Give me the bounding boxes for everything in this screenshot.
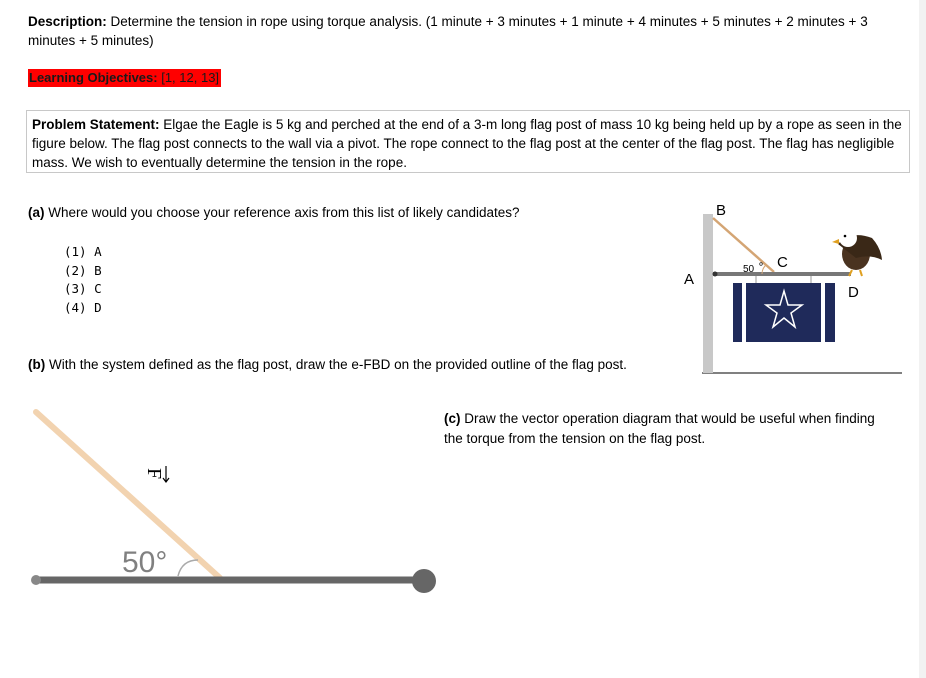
point-c-label: C (777, 254, 788, 271)
fbd-angle-label: 50° (122, 546, 168, 579)
question-b-label: (b) (28, 357, 46, 372)
option-d[interactable]: (4) D (64, 299, 102, 315)
description-label: Description: (28, 14, 107, 29)
question-a-label: (a) (28, 205, 45, 220)
eagle-image (832, 229, 882, 276)
learning-objectives (28, 69, 221, 87)
description-text: Determine the tension in rope using torque analysis. (1 minute + 3 minutes + 1 minute + 4 minutes + 5 minutes + 2 minutes + 3 minutes + 5 minutes) (28, 14, 868, 48)
question-a (28, 205, 520, 220)
point-b-label: B (716, 202, 727, 219)
force-symbol: F (143, 468, 165, 480)
force-vector-label (143, 466, 169, 482)
question-a-text: Where would you choose your reference axis from this list of likely candidates? (48, 205, 520, 220)
learning-objectives-value: [1, 12, 13] (161, 70, 220, 85)
point-a-label: A (684, 271, 695, 288)
efbd-outline (20, 400, 450, 600)
question-c-label: (c) (444, 411, 461, 426)
problem-figure (676, 196, 906, 380)
wall (703, 214, 713, 373)
fbd-angle-arc (178, 560, 198, 576)
page-edge (919, 0, 926, 678)
problem-statement-text: Elgae the Eagle is 5 kg and perched at the end of a 3-m long flag post of mass 10 kg being held up by a rope as seen in the figure below. The flag post connects to the wall via a pivot. The rope connect to the flag post at the center of the flag post. The flag has negligible mass. We wish to eventually determine the tension in the rope. (32, 117, 902, 170)
fbd-free-end (412, 569, 436, 593)
option-a[interactable]: (1) A (64, 244, 102, 259)
question-c-text: Draw the vector operation diagram that would be useful when finding the torque from the tension on the flag post. (444, 411, 875, 446)
point-d-label: D (848, 284, 859, 301)
option-b[interactable]: (2) B (64, 262, 102, 278)
learning-objectives-label: Learning Objectives: (29, 70, 158, 85)
flag-stripe-right (821, 283, 825, 342)
answer-options (64, 243, 102, 317)
problem-statement-box (26, 110, 910, 173)
question-b (28, 357, 627, 372)
angle-label: 50 (743, 264, 755, 275)
problem-statement-label: Problem Statement: (32, 117, 160, 132)
degree-mark (760, 263, 763, 266)
description (28, 12, 908, 50)
question-b-text: With the system defined as the flag post, draw the e-FBD on the provided outline of the flag post. (49, 357, 627, 372)
option-c[interactable]: (3) C (64, 281, 102, 296)
flag-stripe-left (742, 283, 746, 342)
pivot-point-a (713, 272, 718, 277)
question-c (444, 409, 884, 449)
fbd-wall-end (31, 575, 41, 585)
